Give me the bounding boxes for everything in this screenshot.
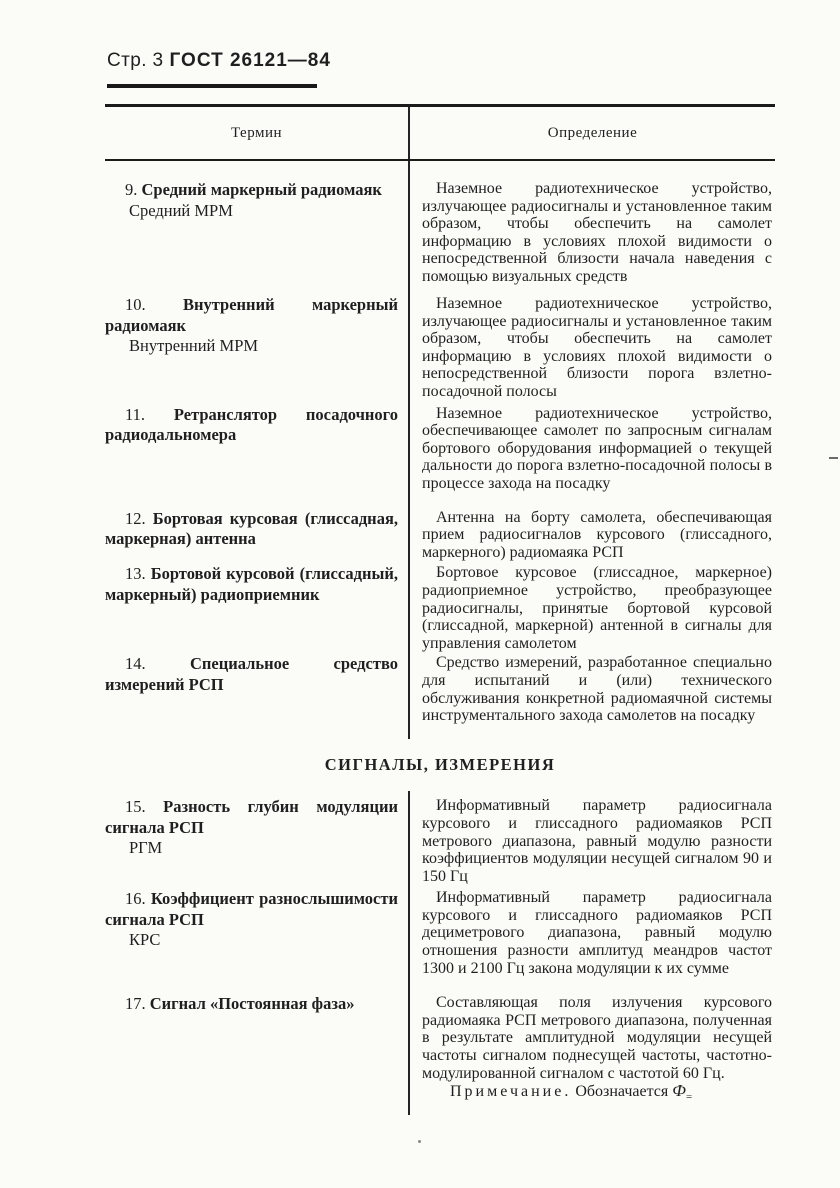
term-number: 10.	[125, 295, 146, 314]
definition-text: Антенна на борту самолета, обеспечивающая прием радиосигналов курсового (глиссадного, маркерного) радиомаяка РСП	[422, 508, 772, 561]
term-text: 11. Ретранслятор посадочного радиодальномера	[105, 404, 399, 445]
term-text: 14. Специальное средство измерений РСП	[105, 654, 398, 694]
definition-cell	[408, 652, 775, 739]
term-text: 17. Сигнал «Постоянная фаза»	[125, 994, 355, 1014]
column-header-definition: Определение	[408, 107, 775, 159]
table-row	[105, 506, 775, 562]
table-row	[105, 791, 775, 885]
table-row	[105, 161, 775, 291]
definition-cell	[408, 791, 775, 885]
definition-text: Информативный параметр радиосигнала курсового и глиссадного радиомаяков РСП дециметрового диапазона, равный модулю отношения разности амплитуд меандров частот 1300 и 2100 Гц закона модуляции к их сумме	[422, 889, 772, 977]
page-header-rule	[107, 84, 317, 88]
term-number: 17.	[125, 994, 146, 1014]
table-row	[105, 885, 775, 990]
term-cell	[105, 885, 408, 990]
definition-cell	[408, 291, 775, 401]
definition-text: Бортовое курсовое (глиссадное, маркерное) радиоприемное устройство, преобразующее радиосигналы, принятые бортовой курсовой (глиссадной, маркерной) антенной в сигналы для управления самолетом	[422, 564, 772, 652]
definition-cell	[408, 506, 775, 562]
term-number: 11.	[125, 404, 146, 424]
term-number: 13.	[125, 564, 146, 584]
definition-text: Наземное радиотехническое устройство, излучающее радиосигналы и установленное таким образом, чтобы обеспечить на самолет информацию в условиях плохой видимости о непосредственной близости порога взлетно-посадочной полосы	[422, 295, 772, 400]
definition-cell	[408, 561, 775, 652]
page-number-label: Стр. 3	[107, 50, 164, 71]
phi-subscript: =	[685, 1091, 693, 1104]
term-abbreviation: РГМ	[129, 838, 163, 858]
scan-artifact-dash	[829, 457, 838, 459]
term-cell	[105, 990, 408, 1115]
term-abbreviation: КРС	[129, 930, 161, 950]
term-text: 13. Бортовой курсовой (глиссадный, маркерный) радиоприемник	[105, 564, 398, 604]
note-text: Примечание. Обозначается $Ф_=$	[450, 1081, 693, 1104]
definition-cell	[408, 161, 775, 291]
definition-cell	[408, 885, 775, 990]
term-text: 12. Бортовая курсовая (глиссадная, маркерная) антенна	[105, 508, 398, 549]
table-row	[105, 561, 775, 652]
term-cell	[105, 506, 408, 562]
table-row	[105, 401, 775, 506]
term-text: 9. Средний маркерный радиомаяк	[125, 180, 382, 199]
terms-table	[105, 104, 775, 1115]
term-number: 14.	[125, 654, 146, 674]
term-text: 16. Коэффициент разнослышимости сигнала РСП	[105, 889, 398, 929]
term-number: 12.	[125, 508, 146, 528]
document-number: ГОСТ 26121—84	[169, 50, 331, 71]
term-cell	[105, 791, 408, 885]
term-abbreviation: Средний МРМ	[129, 200, 233, 220]
definition-text: Составляющая поля излучения курсового радиомаяка РСП метрового диапазона, полученная в результате амплитудной модуляции несущей частоты сигналом поднесущей частоты, частотно-модулированной сигналом с частотой 60 Гц.	[422, 994, 772, 1082]
definition-text: Наземное радиотехническое устройство, обеспечивающее самолет по запросным сигналам бортового оборудования информацией о текущей дальности до порога взлетно-посадочной полосы в процессе захода на посадку	[422, 404, 772, 492]
term-number: 9.	[125, 180, 138, 199]
phi-symbol: Ф	[672, 1081, 686, 1101]
term-cell	[105, 561, 408, 652]
term-cell	[105, 291, 408, 401]
table-header-row	[105, 107, 775, 161]
term-abbreviation: Внутренний МРМ	[129, 336, 259, 355]
definition-text: Информативный параметр радиосигнала курсового и глиссадного радиомаяков РСП метрового диапазона, равный модулю разности коэффициентов модуляции несущей сигналом 90 и 150 Гц	[422, 797, 772, 885]
definition-text: Наземное радиотехническое устройство, излучающее радиосигналы и установленное таким образом, чтобы обеспечить на самолет информацию в условиях плохой видимости о непосредственной близости начала наведения с помощью визуальных средств	[422, 180, 772, 285]
term-text: 10. Внутренний маркерный радиомаяк	[105, 295, 398, 335]
term-cell	[105, 161, 408, 291]
term-number: 15.	[125, 797, 146, 817]
definition-cell	[408, 990, 775, 1115]
definition-text: Средство измерений, разработанное специально для испытаний и (или) технического обслуживания конкретной радиомаячной системы инструментального захода самолетов на посадку	[422, 654, 772, 725]
note-label: Примечание.	[450, 1083, 572, 1101]
term-cell	[105, 652, 408, 739]
page-header	[107, 50, 331, 72]
column-header-term: Термин	[230, 124, 283, 141]
table-row	[105, 990, 775, 1115]
term-number: 16.	[125, 889, 146, 909]
scan-artifact-dot	[418, 1140, 421, 1143]
term-cell	[105, 401, 408, 506]
term-text: 15. Разность глубин модуляции сигнала РСП	[105, 797, 399, 837]
definition-cell	[408, 401, 775, 506]
section-header: СИГНАЛЫ, ИЗМЕРЕНИЯ	[324, 755, 556, 775]
table-row	[105, 652, 775, 739]
table-row	[105, 291, 775, 401]
